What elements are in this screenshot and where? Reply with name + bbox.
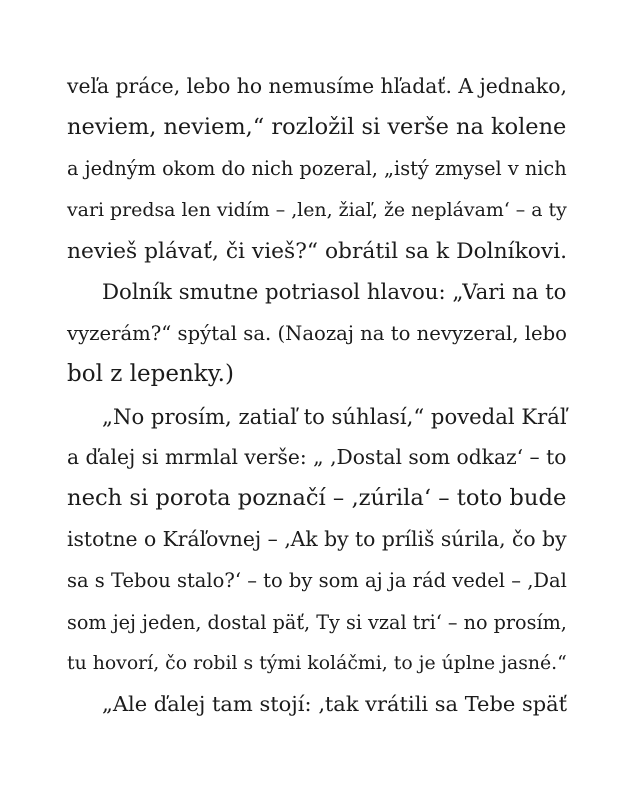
- text-line: nech si porota poznačí – ‚zúrila‘ – toto bude: [67, 485, 567, 512]
- page-text: [67, 66, 567, 725]
- text-line: sa s Tebou stalo?‘ – to by som aj ja rád vedel – ‚Dal: [67, 569, 567, 593]
- text-line: veľa práce, lebo ho nemusíme hľadať. A jednako,: [67, 74, 567, 98]
- text-line: vari predsa len vidím – ‚len, žiaľ, že neplávam‘ – a ty: [67, 198, 567, 221]
- text-line: vyzerám?“ spýtal sa. (Naozaj na to nevyzeral, lebo: [67, 322, 567, 346]
- text-line: „Ale ďalej tam stojí: ‚tak vrátili sa Tebe späť: [102, 692, 568, 717]
- paragraph: [67, 272, 567, 396]
- paragraph: [67, 684, 567, 725]
- text-line: Dolník smutne potriasol hlavou: „Vari na to: [102, 280, 567, 306]
- text-line: tu hovorí, čo robil s tými koláčmi, to je úplne jasné.“: [67, 652, 567, 674]
- text-line: a jedným okom do nich pozeral, „istý zmysel v nich: [67, 157, 567, 181]
- text-line: istotne o Kráľovnej – ‚Ak by to príliš súrila, čo by: [67, 527, 567, 552]
- paragraph: [67, 396, 567, 684]
- text-line: nevieš plávať, či vieš?“ obrátil sa k Dolníkovi.: [67, 238, 568, 264]
- text-line: „No prosím, zatiaľ to súhlasí,“ povedal Kráľ: [102, 403, 567, 429]
- text-line: a ďalej si mrmlal verše: „ ‚Dostal som odkaz‘ – to: [67, 444, 567, 469]
- paragraph: [67, 66, 567, 272]
- text-line: neviem, neviem,“ rozložil si verše na kolene: [67, 114, 567, 141]
- text-line: bol z lepenky.): [67, 361, 234, 388]
- text-line: som jej jeden, dostal päť, Ty si vzal tri‘ – no prosím,: [67, 610, 567, 634]
